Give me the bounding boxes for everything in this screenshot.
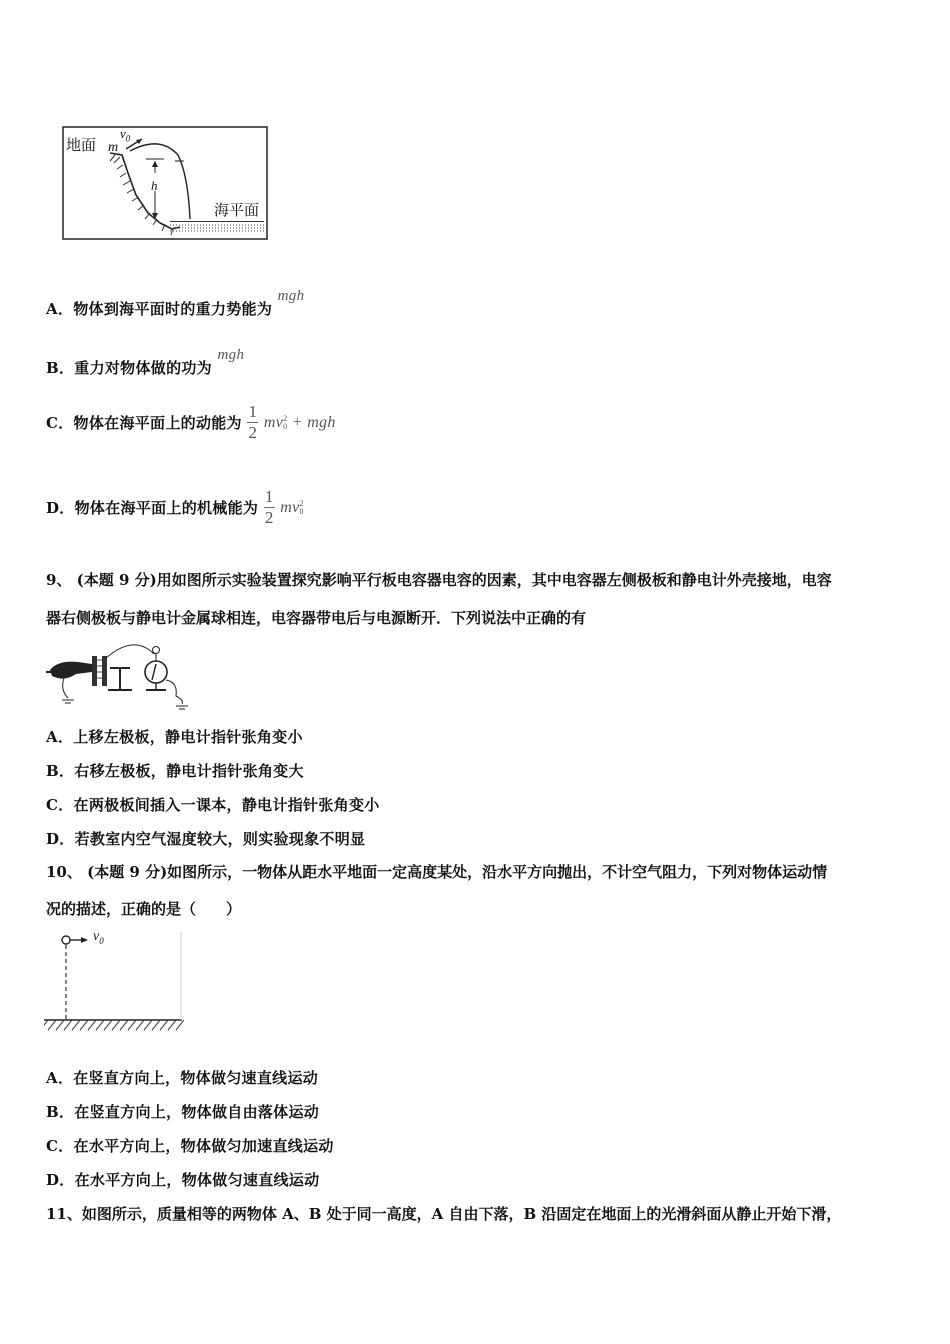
question-9-line-1: 9、 (本题 9 分)用如图所示实验装置探究影响平行板电容器电容的因素，其中电容器左侧极板和静电计外壳接地，电容 bbox=[46, 571, 832, 589]
q10-option-b: B．在竖直方向上，物体做自由落体运动 bbox=[46, 1103, 320, 1121]
question-11-line-1: 11、如图所示，质量相等的两物体 A、B 处于同一高度，A 自由下落，B 沿固定在地面上的光滑斜面从静止开始下滑， bbox=[46, 1205, 842, 1223]
fraction: $\frac{1}{2}$ bbox=[264, 487, 274, 527]
q10-option-c: C．在水平方向上，物体做匀加速直线运动 bbox=[46, 1137, 334, 1155]
option-b: B．重力对物体做的功为 mgh bbox=[46, 347, 245, 377]
q9-option-b: B．右移左极板，静电计指针张角变大 bbox=[46, 762, 304, 780]
fraction: $\frac{1}{2}$ bbox=[248, 402, 258, 442]
question-10-line-1: 10、 (本题 9 分)如图所示，一物体从距水平地面一定高度某处，沿水平方向抛出，不计空气阻力，下列对物体运动情 bbox=[46, 863, 828, 881]
q10-option-a: A．在竖直方向上，物体做匀速直线运动 bbox=[46, 1069, 319, 1087]
sea-label: 海平面 bbox=[214, 201, 260, 219]
question-10-line-2: 况的描述，正确的是（ ） bbox=[46, 900, 242, 918]
option-a: A．物体到海平面时的重力势能为 mgh bbox=[46, 288, 305, 318]
ground-label: 地面 bbox=[66, 136, 97, 154]
option-c: C．物体在海平面上的动能为 $\frac{1}{2}$ mv 2 0 + mgh bbox=[46, 402, 336, 442]
projectile-figure bbox=[44, 928, 184, 1034]
q9-option-a: A．上移左极板，静电计指针张角变小 bbox=[46, 728, 303, 746]
v0-label: $v_0$ bbox=[120, 126, 131, 144]
q10-v0-label: $v_0$ bbox=[93, 929, 104, 946]
capacitor-electrometer-figure bbox=[44, 642, 196, 712]
mass-label: m bbox=[108, 140, 119, 155]
q9-option-d: D．若教室内空气湿度较大，则实验现象不明显 bbox=[46, 830, 366, 848]
q9-option-c: C．在两极板间插入一课本，静电计指针张角变小 bbox=[46, 796, 380, 814]
h-label: h bbox=[151, 178, 158, 193]
question-9-line-2: 器右侧极板与静电计金属球相连，电容器带电后与电源断开．下列说法中正确的有 bbox=[46, 609, 587, 627]
q10-option-d: D．在水平方向上，物体做匀速直线运动 bbox=[46, 1171, 320, 1189]
option-d: D．物体在海平面上的机械能为 $\frac{1}{2}$ mv 2 0 bbox=[46, 487, 304, 527]
